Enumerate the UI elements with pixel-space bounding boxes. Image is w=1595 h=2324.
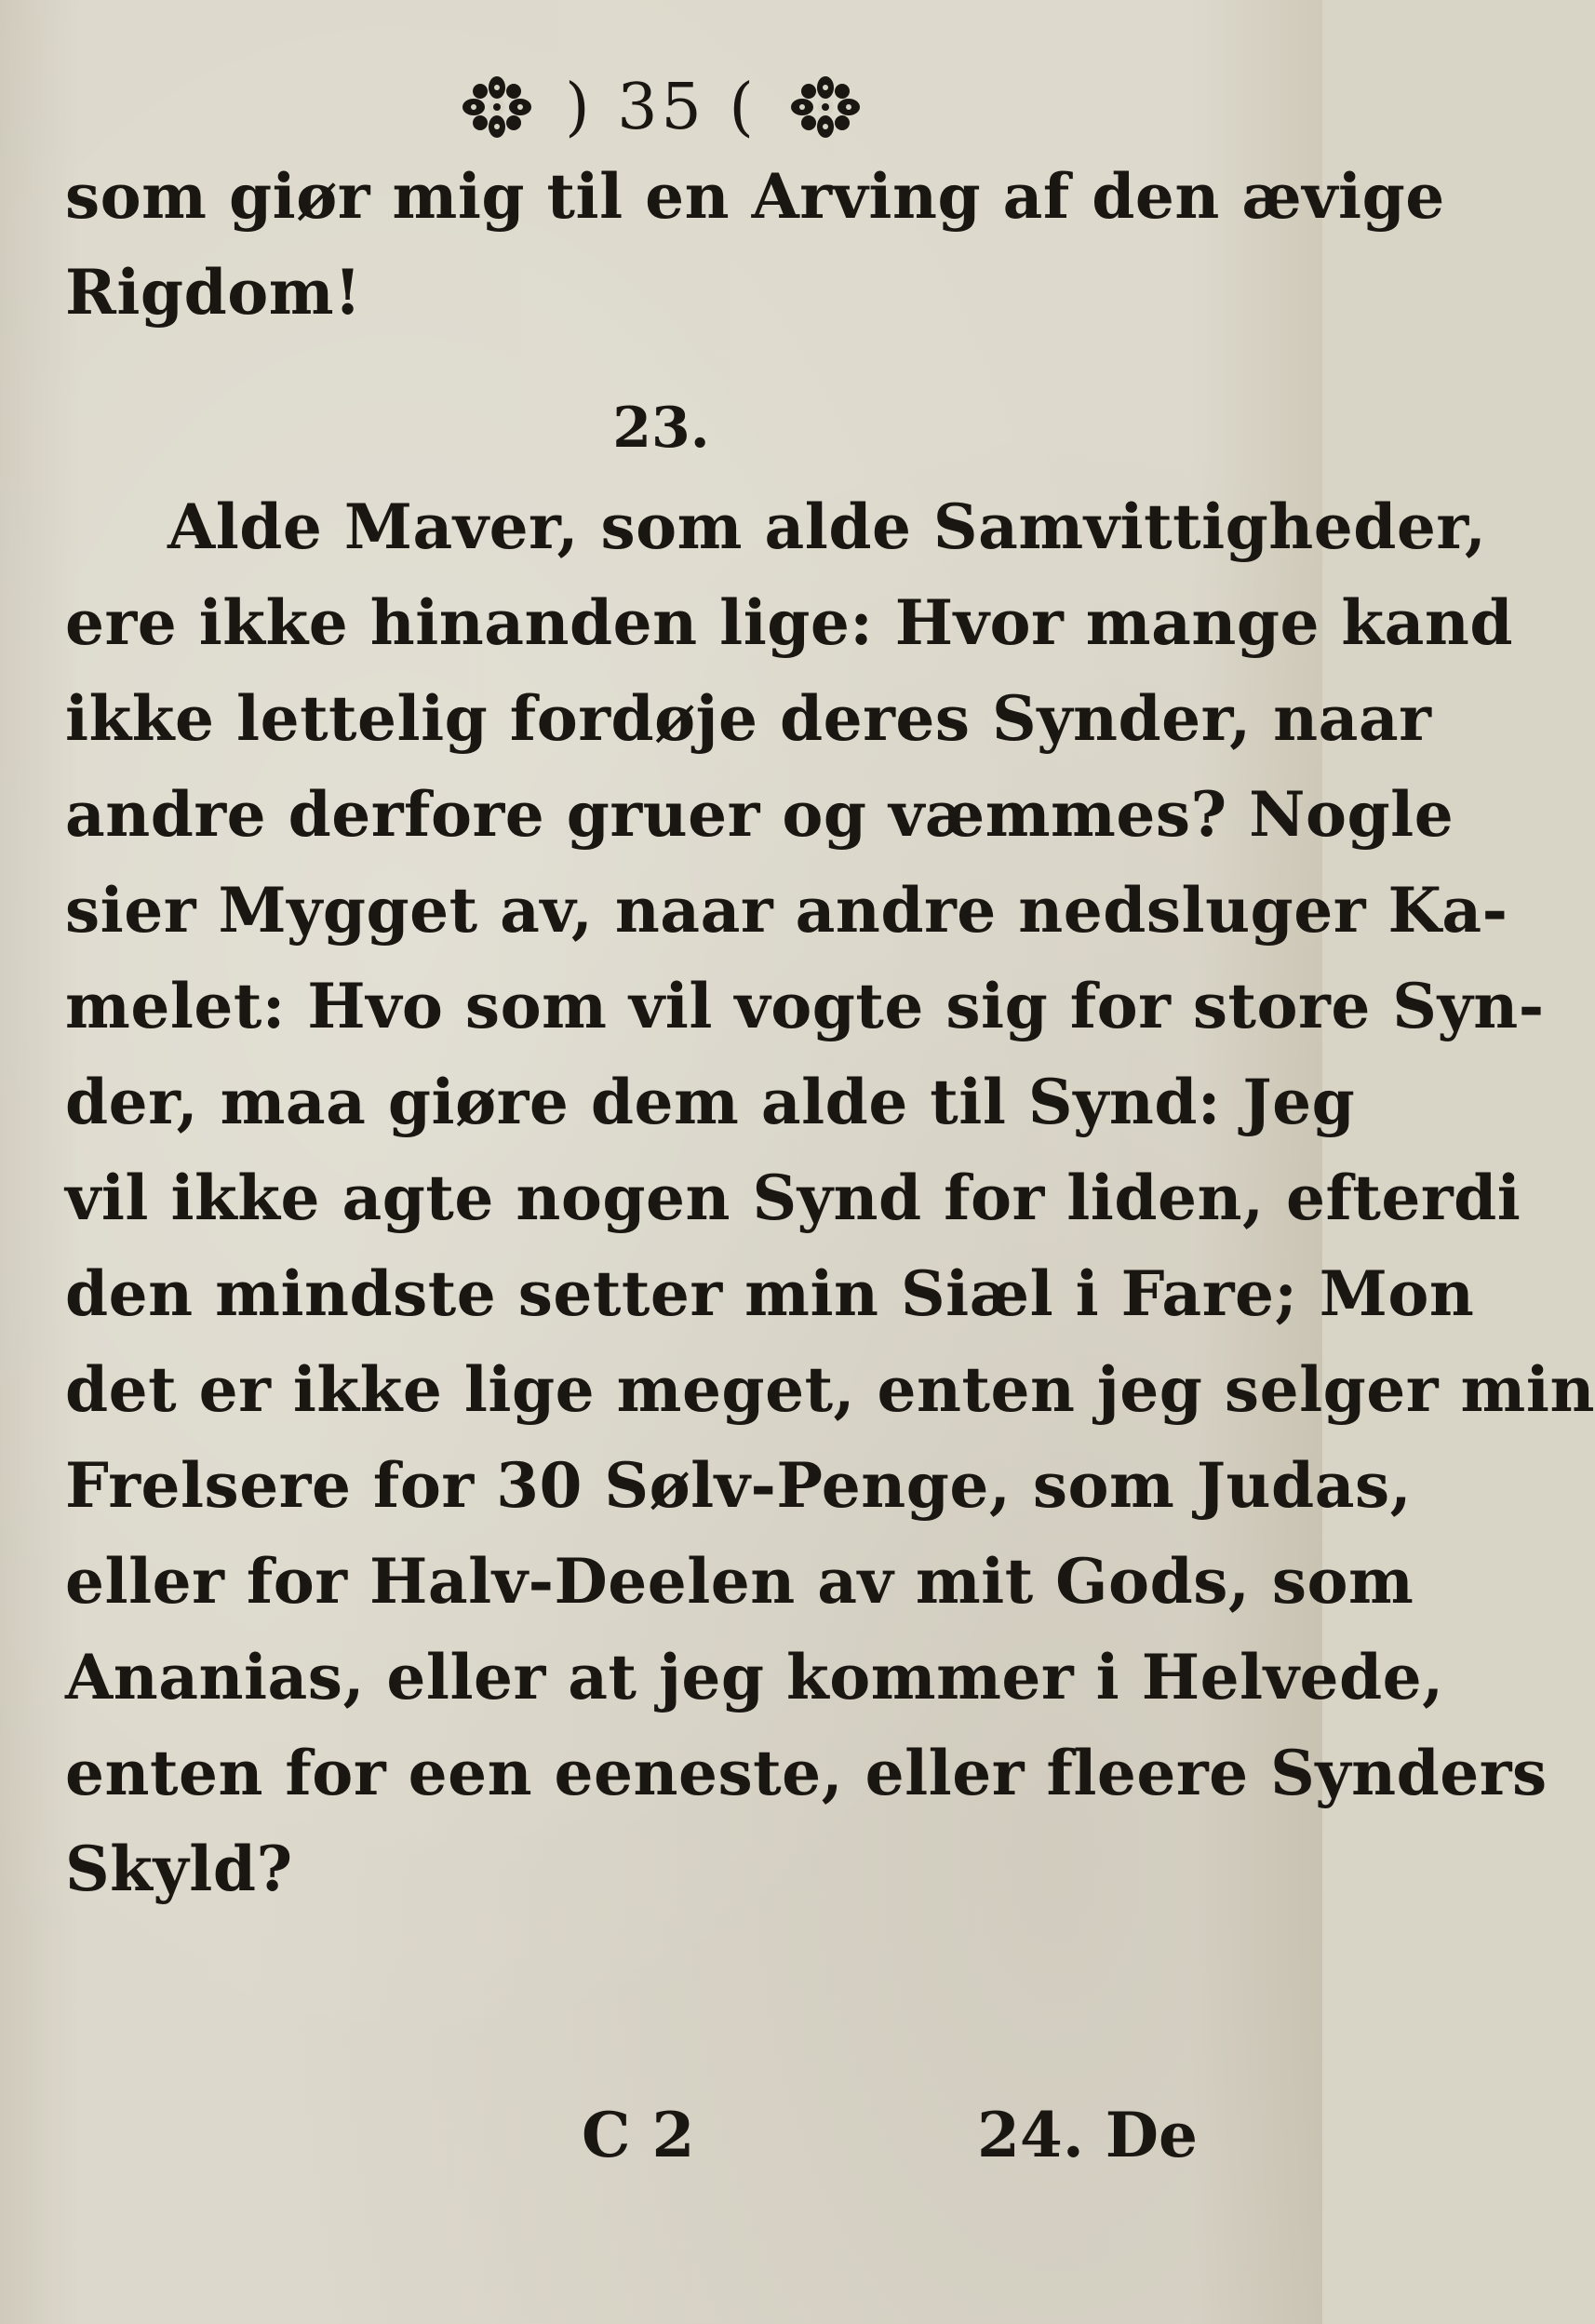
opening-text <box>65 149 1445 341</box>
text-line: Alde Maver, som alde Samvittigheder, <box>168 490 1487 563</box>
text-line: vil ikke agte nogen Synd for liden, efterdi <box>65 1162 1521 1234</box>
catchword: 24. De <box>977 2099 1199 2171</box>
text-line: Ananias, eller at jeg kommer i Helvede, <box>65 1641 1444 1713</box>
text-line: der, maa giøre dem alde til Synd: Jeg <box>65 1066 1356 1138</box>
text-line: melet: Hvo som vil vogte sig for store Syn- <box>65 970 1545 1042</box>
text-line: som giør mig til en Arving af den ævige <box>65 160 1445 233</box>
text-line: Rigdom! <box>65 256 362 329</box>
text-line: den mindste setter min Siæl i Fare; Mon <box>65 1257 1475 1330</box>
text-line: enten for een eeneste, eller fleere Synders <box>65 1737 1548 1809</box>
page-header <box>0 56 1322 158</box>
fleuron-ornament-left-icon <box>461 74 533 140</box>
text-line: det er ikke lige meget, enten jeg selger min <box>65 1353 1595 1426</box>
paragraph-23 <box>65 479 1595 1917</box>
text-line: Frelsere for 30 Sølv-Penge, som Judas, <box>65 1449 1413 1522</box>
text-line: Skyld? <box>65 1833 293 1905</box>
signature-mark: C 2 <box>582 2099 695 2171</box>
page-number: ) 35 ( <box>565 70 757 144</box>
text-line: sier Mygget av, naar andre nedsluger Ka- <box>65 874 1508 947</box>
section-number: 23. <box>612 396 710 461</box>
fleuron-ornament-right-icon <box>789 74 862 140</box>
text-line: eller for Halv-Deelen av mit Gods, som <box>65 1545 1414 1618</box>
text-line: andre derfore gruer og væmmes? Nogle <box>65 778 1454 851</box>
text-line: ikke lettelig fordøje deres Synder, naar <box>65 682 1432 755</box>
text-line: ere ikke hinanden lige: Hvor mange kand <box>65 586 1514 659</box>
